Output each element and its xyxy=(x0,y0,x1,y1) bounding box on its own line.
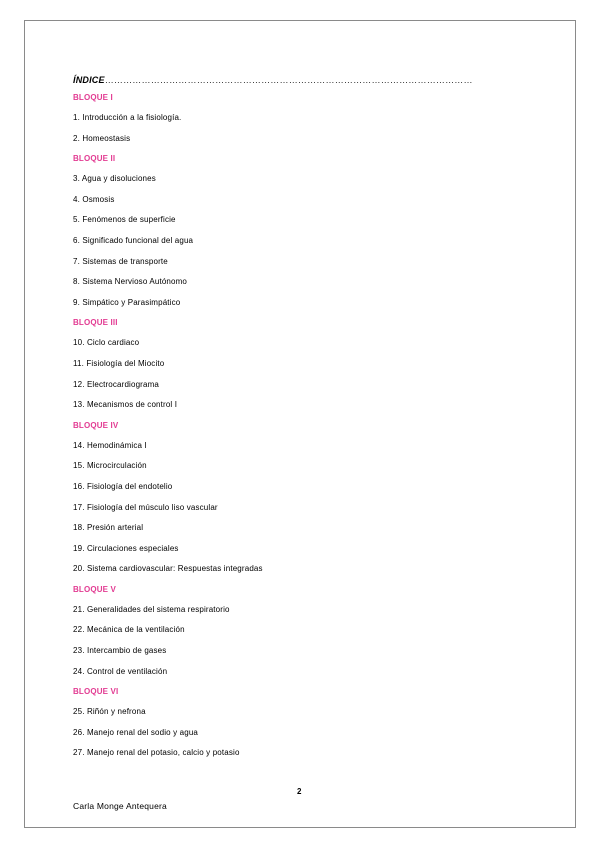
toc-entry: 11. Fisiología del Miocito xyxy=(73,358,165,368)
document-body xyxy=(73,74,560,769)
toc-entry: 24. Control de ventilación xyxy=(73,666,168,676)
block-heading: BLOQUE II xyxy=(73,154,116,164)
index-title: ÍNDICE xyxy=(73,75,105,85)
toc-entry: 15. Microcirculación xyxy=(73,461,147,471)
toc-entry: 1. Introducción a la fisiología. xyxy=(73,113,182,122)
block-heading: BLOQUE V xyxy=(73,584,116,594)
toc-entry: 27. Manejo renal del potasio, calcio y potasio xyxy=(73,748,240,758)
footer-author: Carla Monge Antequera xyxy=(73,801,167,811)
toc-entry: 21. Generalidades del sistema respiratorio xyxy=(73,604,230,614)
index-heading xyxy=(73,74,560,87)
block-heading: BLOQUE I xyxy=(73,93,113,102)
toc-entry: 18. Presión arterial xyxy=(73,523,144,533)
toc-entry: 23. Intercambio de gases xyxy=(73,646,167,656)
toc-entry: 22. Mecánica de la ventilación xyxy=(73,625,185,635)
toc-entry: 26. Manejo renal del sodio y agua xyxy=(73,727,199,737)
toc-entry: 25. Riñón y nefrona xyxy=(73,707,146,717)
toc-entry: 19. Circulaciones especiales xyxy=(73,543,179,553)
page-number: 2 xyxy=(297,787,302,796)
toc-entry: 14. Hemodinámica I xyxy=(73,440,147,450)
toc-entry: 17. Fisiología del músculo liso vascular xyxy=(73,502,218,512)
toc-entry: 8. Sistema Nervioso Autónomo xyxy=(73,277,188,287)
toc-entry: 3. Agua y disoluciones xyxy=(73,174,156,184)
toc-entry: 9. Simpático y Parasimpático xyxy=(73,297,181,307)
toc-entry: 12. Electrocardiograma xyxy=(73,379,160,389)
toc-entry: 2. Homeostasis xyxy=(73,133,131,143)
toc-entry: 4. Osmosis xyxy=(73,194,115,204)
toc-entry: 7. Sistemas de transporte xyxy=(73,256,168,266)
toc-entry: 6. Significado funcional del agua xyxy=(73,235,194,245)
toc-entry: 10. Ciclo cardiaco xyxy=(73,338,140,348)
index-leader-dots: ………………………………………………………………………………………………………… xyxy=(104,75,473,85)
table-of-contents xyxy=(73,93,560,758)
block-heading: BLOQUE III xyxy=(73,318,118,328)
toc-entry: 20. Sistema cardiovascular: Respuestas integradas xyxy=(73,564,263,574)
toc-entry: 16. Fisiología del endotelio xyxy=(73,481,173,491)
block-heading: BLOQUE IV xyxy=(73,420,119,430)
block-heading: BLOQUE VI xyxy=(73,687,119,697)
toc-entry: 13. Mecanismos de control I xyxy=(73,400,178,410)
toc-entry: 5. Fenómenos de superficie xyxy=(73,215,176,225)
